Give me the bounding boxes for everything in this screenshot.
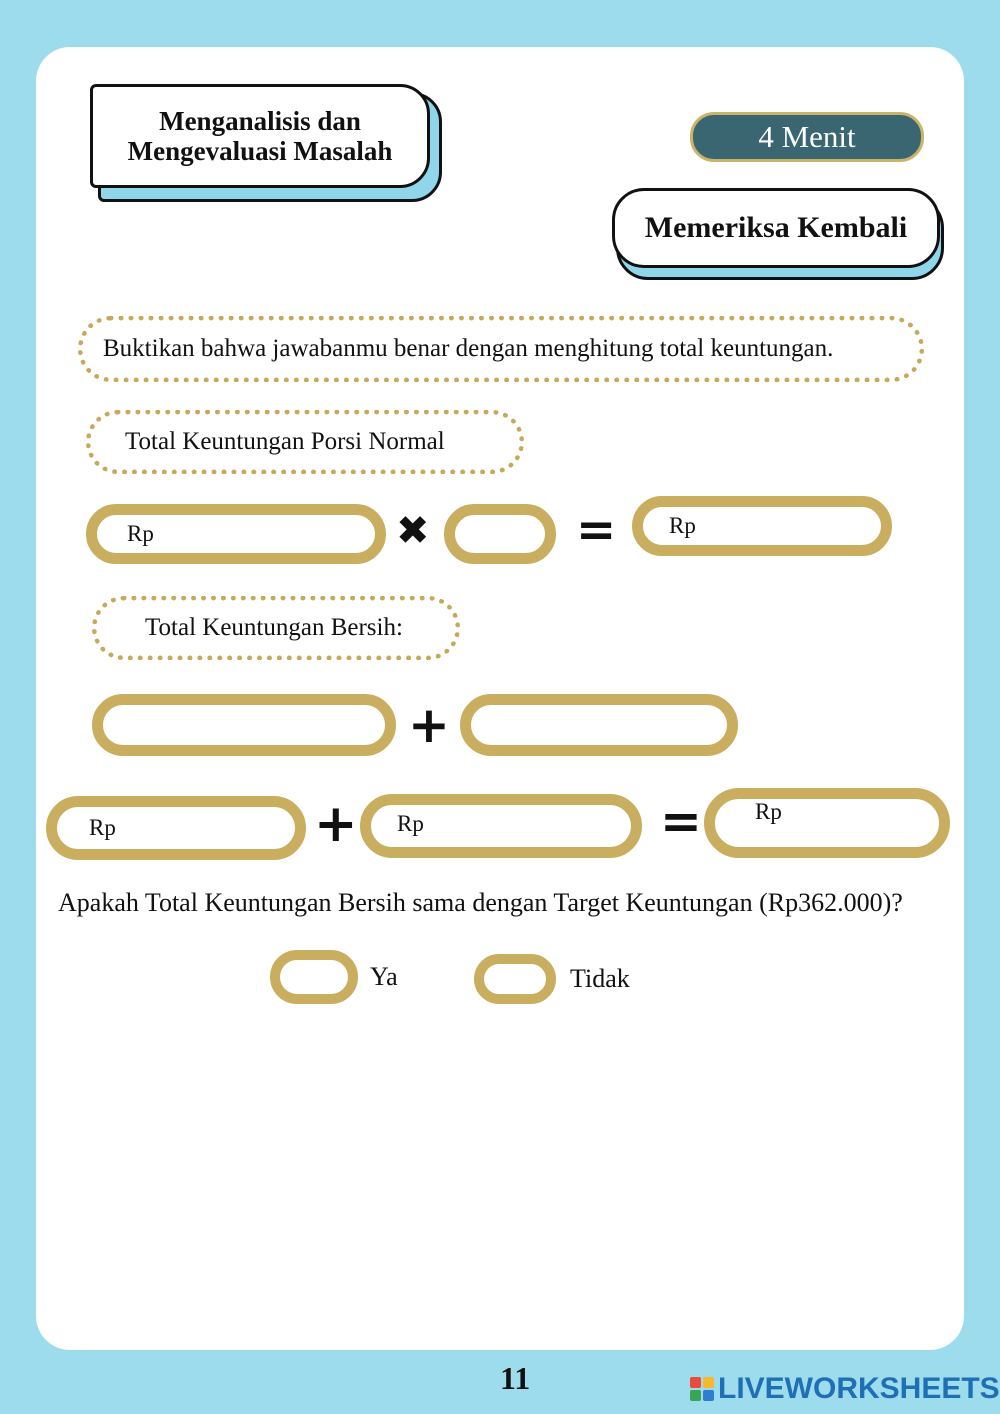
rp-prefix: Rp [89,815,116,840]
option-no-box[interactable] [474,954,556,1004]
plus-icon: + [408,696,450,754]
rp-prefix: Rp [127,521,154,546]
net-result-input[interactable] [715,799,939,847]
net-term-b-pill [460,694,738,756]
net-term-b-input[interactable] [471,705,727,745]
net-value-b-input[interactable] [371,805,631,847]
normal-price-input[interactable] [97,515,375,553]
rp-prefix: Rp [397,811,424,836]
normal-profit-label: Total Keuntungan Porsi Normal [125,428,445,455]
normal-profit-label-box [86,410,524,474]
timer-badge: 4 Menit [690,112,924,162]
normal-quantity-input[interactable] [455,515,545,553]
title-tag [90,84,430,188]
brand-grid-icon [690,1377,714,1401]
normal-result-pill [632,496,892,556]
net-term-a-pill [92,694,396,756]
net-term-a-input[interactable] [103,705,385,745]
instruction-text: Buktikan bahwa jawabanmu benar dengan menghitung total keuntungan. [103,335,834,362]
normal-quantity-pill [444,504,556,564]
plus-icon: + [314,794,358,854]
question-text: Apakah Total Keuntungan Bersih sama dengan Target Keuntungan (Rp362.000)? [58,888,903,917]
brand-name: LIVEWORKSHEETS [718,1372,1000,1405]
instruction-box [78,316,924,382]
net-value-b-pill [360,794,642,858]
rp-prefix: Rp [755,799,782,824]
page-title: Menganalisis dan Mengevaluasi Masalah [127,106,393,166]
equals-icon: = [660,792,702,850]
net-value-a-pill [46,796,306,860]
net-profit-label: Total Keuntungan Bersih: [145,614,403,641]
option-yes-box[interactable] [270,950,358,1004]
times-icon: ✖ [396,508,430,554]
normal-result-input[interactable] [643,507,881,545]
net-profit-label-box [92,596,460,660]
option-yes-label: Ya [370,962,398,991]
option-no-label: Tidak [570,964,630,993]
net-value-a-input[interactable] [57,807,295,849]
normal-price-pill [86,504,386,564]
rp-prefix: Rp [669,513,696,538]
equals-icon: = [576,502,617,558]
net-result-pill [704,788,950,858]
brand-logo [690,1372,1000,1406]
page-number: 11 [500,1360,531,1396]
section-tag: Memeriksa Kembali [612,188,940,268]
